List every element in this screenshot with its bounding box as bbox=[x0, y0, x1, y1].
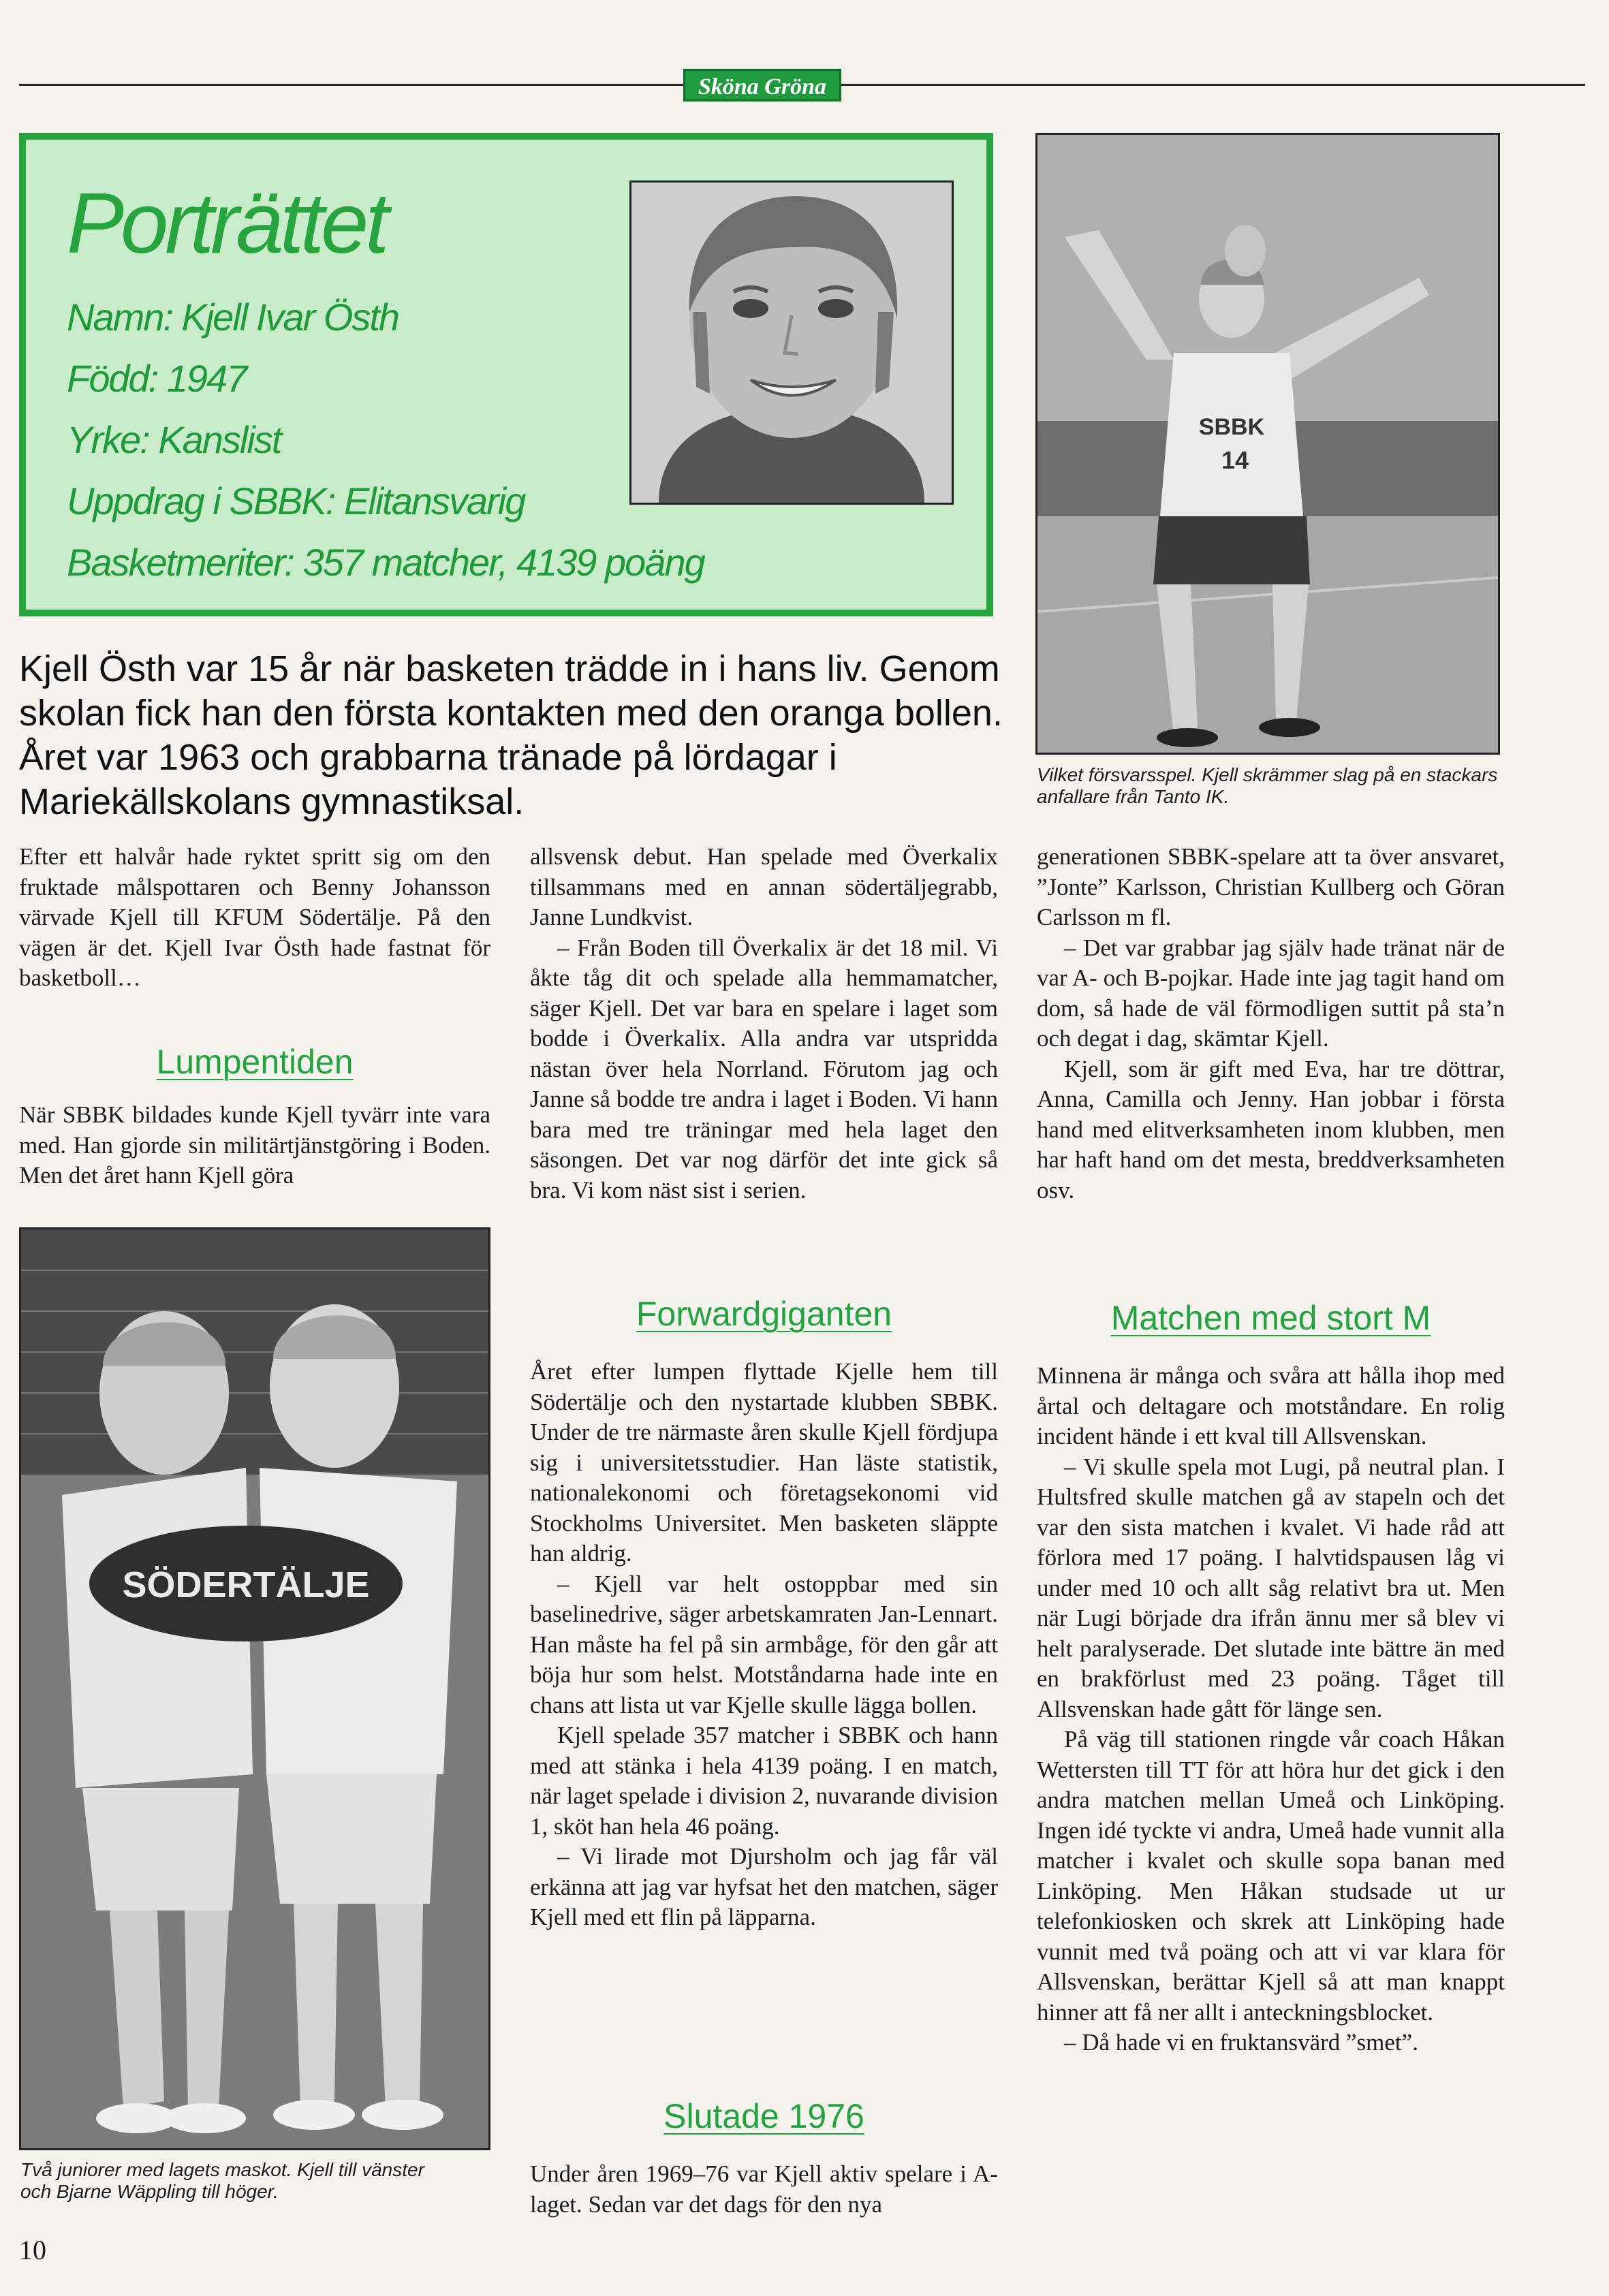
col3-paragraph-4: Minnena är många och svåra att hålla ihop med årtal och deltagare och motståndare. En rolig incident hände i ett kval till Allsvenskan. bbox=[1037, 1362, 1505, 1449]
mascot-text: SÖDERTÄLJE bbox=[122, 1564, 370, 1605]
col1-intro: Efter ett halvår hade ryktet spritt sig om den fruktade målspottaren och Benny Johansson värvade Kjell till KFUM Södertälje. På den vägen är det. Kjell Ivar Östh hade fastnat för basketboll… bbox=[19, 843, 490, 991]
column-1-mid bbox=[19, 1100, 490, 1191]
fact-assignment: Uppdrag i SBBK: Elitansvarig bbox=[67, 479, 525, 522]
column-1-top bbox=[19, 842, 490, 994]
col2-paragraph-4: – Kjell var helt ostoppbar med sin baselinedrive, säger arbetskamraten Jan-Lennart. Han måste ha fel på sin armbåge, för den går att böja hur som helst. Motståndarna hade inte en chans att lista ut var Kjelle skulle lägga bollen. bbox=[530, 1570, 998, 1718]
fact-name: Namn: Kjell Ivar Östh bbox=[67, 296, 399, 339]
magazine-logo: Sköna Gröna bbox=[683, 69, 841, 101]
col2-paragraph-3: Året efter lumpen flyttade Kjelle hem till Södertälje och den nystartade klubben SBBK. Under de tre närmaste åren skulle Kjell fördjupa sig i universitetsstudier. Han läste statistik, nationalekonomi och företagsekonomi vid Stockholms Universitet. Men basketen släppte han aldrig. bbox=[530, 1358, 998, 1567]
jersey-team-text: SBBK bbox=[1198, 414, 1265, 440]
col2-paragraph-1: allsvensk debut. Han spelade med Överkalix tillsammans med en annan södertäljegrabb, Janne Lundkvist. bbox=[530, 843, 998, 930]
column-3-top bbox=[1037, 842, 1505, 1206]
action-photo-illustration bbox=[1037, 135, 1498, 753]
portrait-box bbox=[19, 133, 993, 616]
column-3-bottom bbox=[1037, 1361, 1505, 2058]
col3-paragraph-1: generationen SBBK-spelare att ta över ansvaret, ”Jonte” Karlsson, Christian Kullberg och Göran Carlsson m fl. bbox=[1037, 843, 1505, 930]
juniors-photo-caption: Två juniorer med lagets maskot. Kjell till vänster och Bjarne Wäppling till höger. bbox=[20, 2159, 424, 2202]
headshot-photo bbox=[629, 180, 954, 505]
headshot-illustration bbox=[631, 183, 952, 503]
heading-lumpentiden: Lumpentiden bbox=[156, 1043, 354, 1081]
fact-born: Född: 1947 bbox=[67, 357, 247, 400]
column-2-top bbox=[530, 842, 998, 1206]
action-photo bbox=[1035, 133, 1500, 755]
portrait-title: Porträttet bbox=[67, 175, 386, 271]
column-2-mid bbox=[530, 1357, 998, 1933]
lead-paragraph: Kjell Östh var 15 år när basketen trädde in i hans liv. Genom skolan fick han den första kontakten med den oranga bollen. Året var 1963 och grabbarna tränade på lördagar i Mariekällskolans gymnastiksal. bbox=[19, 648, 1003, 822]
col3-paragraph-2: – Det var grabbar jag själv hade tränat när de var A- och B-pojkar. Hade inte jag tagit hand om dom, så hade de väl förmodligen suttit på sta’n och degat i dag, skämtar Kjell. bbox=[1037, 934, 1505, 1052]
header-rule-left bbox=[19, 84, 683, 86]
fact-profession: Yrke: Kanslist bbox=[67, 418, 281, 461]
heading-matchen-med-stort-m: Matchen med stort M bbox=[1110, 1299, 1431, 1337]
col3-paragraph-7: – Då hade vi en fruktansvärd ”smet”. bbox=[1064, 2029, 1418, 2056]
col2-paragraph-7: Under åren 1969–76 var Kjell aktiv spelare i A-laget. Sedan var det dags för den nya bbox=[530, 2160, 998, 2218]
heading-slutade-1976: Slutade 1976 bbox=[663, 2097, 864, 2135]
col2-paragraph-6: – Vi lirade mot Djursholm och jag får väl erkänna att jag var hyfsat het den matchen, säger Kjell med ett flin på läpparna. bbox=[530, 1843, 998, 1930]
jersey-number-text: 14 bbox=[1221, 446, 1249, 474]
juniors-photo bbox=[19, 1227, 490, 2150]
juniors-photo-illustration bbox=[21, 1229, 488, 2148]
col2-paragraph-2: – Från Boden till Överkalix är det 18 mil. Vi åkte tåg dit och spelade alla hemmamatcher, säger Kjell. Det var bara en spelare i laget som bodde i Överkalix. Alla andra var utspridda nästan över hela Norrland. Förutom jag och Janne så bodde tre andra i laget i Boden. Vi hann bara med tre träningar med hela laget den säsongen. Det var nog därför det inte gick så bra. Vi kom näst sist i serien. bbox=[530, 934, 998, 1204]
col2-paragraph-5: Kjell spelade 357 matcher i SBBK och hann med att stänka i hela 4139 poäng. I en match, när laget spelade i division 2, nuvarande division 1, sköt han hela 46 poäng. bbox=[530, 1722, 998, 1840]
fact-merits: Basketmeriter: 357 matcher, 4139 poäng bbox=[67, 541, 704, 584]
column-2-bottom bbox=[530, 2159, 998, 2220]
heading-forwardgiganten: Forwardgiganten bbox=[636, 1295, 892, 1333]
header-rule-right bbox=[841, 84, 1585, 86]
col3-paragraph-6: På väg till stationen ringde vår coach Håkan Wettersten till TT för att höra hur det gick i den andra matchen mellan Umeå och Linköping. Ingen idé tyckte vi andra, Umeå hade vunnit alla matcher i kvalet och skulle sopa banan med Linköping. Men Håkan studsade ut ur telefonkiosken och skrek att Linköping hade vunnit med två poäng och att vi var klara för Allsvenskan, berättar Kjell så att man knappt hinner att få ner allt i anteckningsblocket. bbox=[1037, 1726, 1505, 2026]
col3-paragraph-5: – Vi skulle spela mot Lugi, på neutral plan. I Hultsfred skulle matchen gå av stapeln och det var den sista matchen i kvalet. Vi hade råd att förlora med 17 poäng. I halvtidspausen låg vi under med 10 och allt såg relativt bra ut. Men när Lugi började dra ifrån ännu mer så blev vi helt paralyserade. Det slutade inte bättre än med en brakförlust med 23 poäng. Tåget till Allsvenskan hade gått för länge sen. bbox=[1037, 1453, 1505, 1723]
col3-paragraph-3: Kjell, som är gift med Eva, har tre döttrar, Anna, Camilla och Jenny. Han jobbar i första hand med elitverksamheten inom klubben, men har haft hand om det mesta, breddverksamheten osv. bbox=[1037, 1055, 1505, 1204]
page-number: 10 bbox=[19, 2235, 46, 2265]
col1-paragraph-1: När SBBK bildades kunde Kjell tyvärr inte vara med. Han gjorde sin militärtjänstgöring i Boden. Men det året hann Kjell göra bbox=[19, 1101, 490, 1189]
action-photo-caption: Vilket försvarsspel. Kjell skrämmer slag på en stackars anfallare från Tanto IK. bbox=[1037, 764, 1498, 807]
